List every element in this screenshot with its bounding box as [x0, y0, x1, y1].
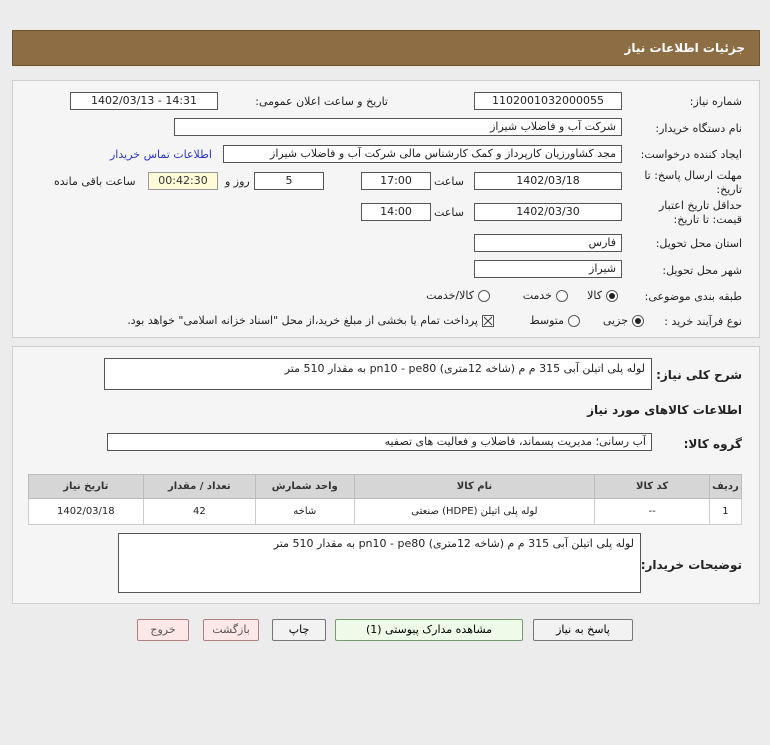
cell-unit: شاخه: [255, 499, 354, 525]
goods-table-header: [29, 475, 742, 499]
summary-text: لوله پلی اتیلن آبی 315 م م (شاخه 12متری) pn10 - pe80 به مقدار 510 متر: [104, 358, 652, 390]
page-header: [12, 30, 760, 66]
process-label: نوع فرآیند خرید :: [664, 315, 742, 328]
category-label: طبقه بندی موضوعی:: [644, 290, 742, 303]
validity-date-field: 1402/03/30: [474, 203, 622, 221]
back-button[interactable]: بازگشت: [203, 619, 259, 641]
col-row-number: ردیف: [709, 475, 741, 499]
goods-table: [28, 474, 742, 525]
goods-table-wrap: [28, 474, 742, 525]
buyer-notes-label: توضیحات خریدار:: [640, 558, 742, 572]
payment-checkbox[interactable]: [482, 315, 494, 327]
table-row: [29, 499, 742, 525]
col-item-code: کد کالا: [595, 475, 710, 499]
category-goods-radio[interactable]: [606, 290, 618, 302]
cell-quantity: 42: [143, 499, 255, 525]
cell-item-code: --: [595, 499, 710, 525]
reply-date-field: 1402/03/18: [474, 172, 622, 190]
payment-option[interactable]: [127, 314, 494, 327]
validity-label: [640, 199, 742, 227]
city-field: شیراز: [474, 260, 622, 278]
reply-deadline-label: [642, 169, 742, 197]
reply-button[interactable]: پاسخ به نیاز: [533, 619, 633, 641]
cell-item-name: لوله پلی اتیلن (HDPE) صنعتی: [354, 499, 595, 525]
remaining-time-field: 00:42:30: [148, 172, 218, 190]
province-field: فارس: [474, 234, 622, 252]
goods-section-title: اطلاعات کالاهای مورد نیاز: [587, 403, 742, 417]
creator-field: مجد کشاورزیان کارپرداز و کمک کارشناس مالی شرکت آب و فاضلاب شیراز: [223, 145, 622, 163]
exit-button[interactable]: خروج: [137, 619, 189, 641]
remaining-label: ساعت باقی مانده: [54, 175, 136, 188]
validity-time-field: 14:00: [361, 203, 431, 221]
process-option-medium[interactable]: [529, 314, 580, 327]
process-medium-text: متوسط: [529, 314, 564, 327]
process-medium-radio[interactable]: [568, 315, 580, 327]
buyer-notes-text: لوله پلی اتیلن آبی 315 م م (شاخه 12متری) pn10 - pe80 به مقدار 510 متر: [118, 533, 641, 593]
buyer-contact-link[interactable]: اطلاعات تماس خریدار: [110, 148, 212, 161]
category-service-radio[interactable]: [556, 290, 568, 302]
days-field: 5: [254, 172, 324, 190]
process-option-minor[interactable]: [603, 314, 644, 327]
process-minor-radio[interactable]: [632, 315, 644, 327]
print-button[interactable]: چاپ: [272, 619, 326, 641]
buyer-org-label: نام دستگاه خریدار:: [655, 122, 742, 135]
cell-need-date: 1402/03/18: [29, 499, 144, 525]
page-title: جزئیات اطلاعات نیاز: [624, 41, 745, 55]
need-number-label: شماره نیاز:: [689, 95, 742, 108]
col-unit: واحد شمارش: [255, 475, 354, 499]
col-quantity: تعداد / مقدار: [143, 475, 255, 499]
buyer-org-field: شرکت آب و فاضلاب شیراز: [174, 118, 622, 136]
category-goods-text: کالا: [587, 289, 602, 302]
process-minor-text: جزیی: [602, 314, 628, 327]
category-both-text: کالا/خدمت: [426, 289, 474, 302]
col-need-date: تاریخ نیاز: [29, 475, 144, 499]
announce-label: تاریخ و ساعت اعلان عمومی:: [255, 95, 388, 108]
validity-text: حداقل تاریخ اعتبار قیمت: تا تاریخ:: [658, 199, 742, 226]
need-number-field: 1102001032000055: [474, 92, 622, 110]
category-option-goods[interactable]: [587, 289, 618, 302]
category-option-both[interactable]: [426, 289, 490, 302]
category-service-text: خدمت: [522, 289, 552, 302]
category-option-service[interactable]: [523, 289, 568, 302]
summary-label: شرح کلی نیاز:: [656, 368, 742, 382]
creator-label: ایجاد کننده درخواست:: [640, 148, 742, 161]
reply-time-label: ساعت: [434, 175, 464, 188]
province-label: استان محل تحویل:: [655, 237, 742, 250]
validity-time-label: ساعت: [434, 206, 464, 219]
payment-note-text: پرداخت تمام یا بخشی از مبلغ خرید،از محل "اسناد خزانه اسلامی" خواهد بود.: [127, 314, 478, 327]
cell-row-number: 1: [709, 499, 741, 525]
city-label: شهر محل تحویل:: [662, 264, 742, 277]
reply-time-field: 17:00: [361, 172, 431, 190]
goods-group-label: گروه کالا:: [683, 437, 742, 451]
reply-deadline-text: مهلت ارسال پاسخ: تا تاریخ:: [644, 169, 742, 196]
col-item-name: نام کالا: [354, 475, 595, 499]
days-label: روز و: [225, 175, 250, 188]
category-both-radio[interactable]: [478, 290, 490, 302]
goods-group-field: آب رسانی؛ مدیریت پسماند، فاضلاب و فعالیت های تصفیه: [107, 433, 652, 451]
view-attachments-button[interactable]: مشاهده مدارک پیوستی (1): [335, 619, 523, 641]
announce-field: 1402/03/13 - 14:31: [70, 92, 218, 110]
